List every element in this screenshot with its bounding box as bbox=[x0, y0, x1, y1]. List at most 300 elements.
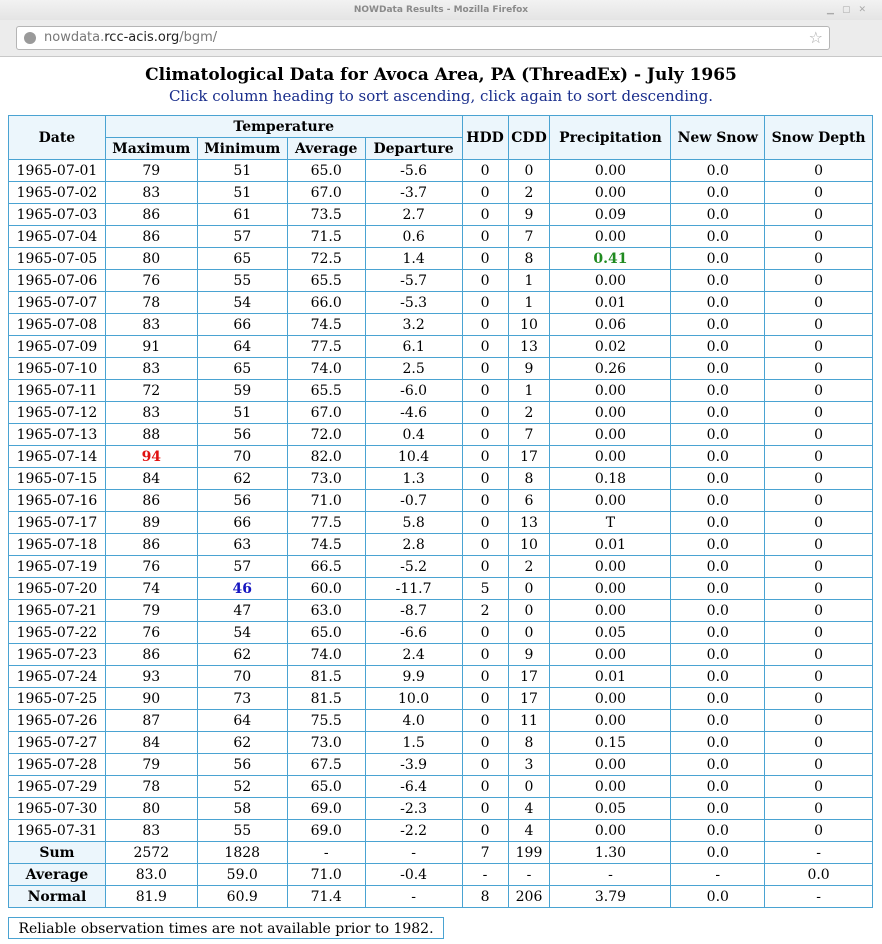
summary-snow-depth: 0.0 bbox=[765, 864, 873, 886]
cell-average: 77.5 bbox=[287, 512, 365, 534]
summary-precipitation: 3.79 bbox=[550, 886, 671, 908]
cell-minimum: 64 bbox=[197, 336, 287, 358]
cell-date: 1965-07-13 bbox=[9, 424, 106, 446]
cell-maximum: 83 bbox=[105, 182, 197, 204]
cell-minimum: 63 bbox=[197, 534, 287, 556]
cell-snow-depth: 0 bbox=[765, 512, 873, 534]
cell-precipitation: 0.01 bbox=[550, 534, 671, 556]
cell-date: 1965-07-25 bbox=[9, 688, 106, 710]
cell-hdd: 0 bbox=[462, 336, 508, 358]
table-row bbox=[9, 314, 873, 336]
cell-snow-depth: 0 bbox=[765, 380, 873, 402]
cell-cdd: 0 bbox=[508, 578, 550, 600]
summary-maximum: 2572 bbox=[105, 842, 197, 864]
cell-date: 1965-07-02 bbox=[9, 182, 106, 204]
cell-snow-depth: 0 bbox=[765, 820, 873, 842]
cell-hdd: 0 bbox=[462, 314, 508, 336]
cell-average: 66.0 bbox=[287, 292, 365, 314]
cell-departure: -5.3 bbox=[365, 292, 462, 314]
cell-hdd: 0 bbox=[462, 248, 508, 270]
cell-hdd: 0 bbox=[462, 380, 508, 402]
cell-minimum: 55 bbox=[197, 270, 287, 292]
table-row bbox=[9, 424, 873, 446]
summary-rows bbox=[9, 842, 873, 908]
cell-date: 1965-07-04 bbox=[9, 226, 106, 248]
cell-average: 67.0 bbox=[287, 182, 365, 204]
summary-cdd: 199 bbox=[508, 842, 550, 864]
cell-cdd: 13 bbox=[508, 336, 550, 358]
cell-new-snow: 0.0 bbox=[671, 292, 765, 314]
cell-cdd: 7 bbox=[508, 226, 550, 248]
summary-cdd: - bbox=[508, 864, 550, 886]
cell-maximum: 83 bbox=[105, 314, 197, 336]
cell-new-snow: 0.0 bbox=[671, 490, 765, 512]
cell-new-snow: 0.0 bbox=[671, 732, 765, 754]
table-row bbox=[9, 358, 873, 380]
cell-hdd: 0 bbox=[462, 622, 508, 644]
cell-snow-depth: 0 bbox=[765, 336, 873, 358]
table-row bbox=[9, 622, 873, 644]
cell-date: 1965-07-26 bbox=[9, 710, 106, 732]
cell-new-snow: 0.0 bbox=[671, 512, 765, 534]
cell-maximum: 86 bbox=[105, 534, 197, 556]
cell-departure: 0.4 bbox=[365, 424, 462, 446]
cell-departure: 2.7 bbox=[365, 204, 462, 226]
cell-minimum: 54 bbox=[197, 622, 287, 644]
cell-maximum: 78 bbox=[105, 776, 197, 798]
cell-average: 81.5 bbox=[287, 688, 365, 710]
cell-minimum: 62 bbox=[197, 732, 287, 754]
cell-hdd: 0 bbox=[462, 556, 508, 578]
cell-average: 60.0 bbox=[287, 578, 365, 600]
summary-new-snow: - bbox=[671, 864, 765, 886]
table-row bbox=[9, 710, 873, 732]
cell-maximum: 86 bbox=[105, 204, 197, 226]
cell-departure: -6.4 bbox=[365, 776, 462, 798]
cell-cdd: 13 bbox=[508, 512, 550, 534]
summary-hdd: 7 bbox=[462, 842, 508, 864]
col-header-new-snow[interactable]: New Snow bbox=[671, 116, 765, 160]
cell-average: 65.5 bbox=[287, 380, 365, 402]
table-row bbox=[9, 248, 873, 270]
cell-cdd: 17 bbox=[508, 666, 550, 688]
cell-maximum: 89 bbox=[105, 512, 197, 534]
cell-maximum: 83 bbox=[105, 402, 197, 424]
cell-precipitation: 0.00 bbox=[550, 490, 671, 512]
cell-date: 1965-07-16 bbox=[9, 490, 106, 512]
cell-average: 65.5 bbox=[287, 270, 365, 292]
summary-maximum: 83.0 bbox=[105, 864, 197, 886]
cell-departure: 10.4 bbox=[365, 446, 462, 468]
cell-hdd: 0 bbox=[462, 182, 508, 204]
cell-cdd: 7 bbox=[508, 424, 550, 446]
table-row bbox=[9, 578, 873, 600]
site-identity-icon[interactable] bbox=[24, 32, 36, 44]
table-row bbox=[9, 490, 873, 512]
cell-departure: 1.5 bbox=[365, 732, 462, 754]
cell-cdd: 2 bbox=[508, 556, 550, 578]
cell-precipitation: 0.15 bbox=[550, 732, 671, 754]
cell-date: 1965-07-28 bbox=[9, 754, 106, 776]
cell-snow-depth: 0 bbox=[765, 270, 873, 292]
cell-snow-depth: 0 bbox=[765, 182, 873, 204]
cell-precipitation: 0.00 bbox=[550, 380, 671, 402]
window-title: NOWData Results - Mozilla Firefox bbox=[353, 5, 529, 15]
cell-new-snow: 0.0 bbox=[671, 710, 765, 732]
cell-minimum: 62 bbox=[197, 644, 287, 666]
cell-minimum: 46 bbox=[197, 578, 287, 600]
col-header-precipitation[interactable]: Precipitation bbox=[550, 116, 671, 160]
table-row bbox=[9, 204, 873, 226]
cell-maximum: 90 bbox=[105, 688, 197, 710]
cell-average: 71.0 bbox=[287, 490, 365, 512]
table-row bbox=[9, 644, 873, 666]
cell-cdd: 2 bbox=[508, 402, 550, 424]
summary-minimum: 60.9 bbox=[197, 886, 287, 908]
cell-minimum: 58 bbox=[197, 798, 287, 820]
cell-minimum: 52 bbox=[197, 776, 287, 798]
cell-new-snow: 0.0 bbox=[671, 776, 765, 798]
cell-new-snow: 0.0 bbox=[671, 556, 765, 578]
table-row bbox=[9, 446, 873, 468]
cell-minimum: 61 bbox=[197, 204, 287, 226]
cell-cdd: 17 bbox=[508, 688, 550, 710]
cell-cdd: 0 bbox=[508, 600, 550, 622]
cell-departure: 2.4 bbox=[365, 644, 462, 666]
cell-departure: -3.7 bbox=[365, 182, 462, 204]
cell-departure: -5.2 bbox=[365, 556, 462, 578]
summary-new-snow: 0.0 bbox=[671, 886, 765, 908]
cell-date: 1965-07-22 bbox=[9, 622, 106, 644]
cell-precipitation: 0.00 bbox=[550, 446, 671, 468]
cell-precipitation: 0.09 bbox=[550, 204, 671, 226]
summary-departure: - bbox=[365, 886, 462, 908]
col-header-cdd[interactable]: CDD bbox=[508, 116, 550, 160]
table-row bbox=[9, 776, 873, 798]
cell-snow-depth: 0 bbox=[765, 556, 873, 578]
table-row bbox=[9, 666, 873, 688]
table-row bbox=[9, 754, 873, 776]
cell-average: 69.0 bbox=[287, 798, 365, 820]
summary-average: 71.4 bbox=[287, 886, 365, 908]
table-row bbox=[9, 292, 873, 314]
cell-departure: 1.3 bbox=[365, 468, 462, 490]
summary-maximum: 81.9 bbox=[105, 886, 197, 908]
cell-hdd: 0 bbox=[462, 204, 508, 226]
cell-date: 1965-07-03 bbox=[9, 204, 106, 226]
col-header-average[interactable]: Average bbox=[287, 138, 365, 160]
cell-snow-depth: 0 bbox=[765, 710, 873, 732]
table-row bbox=[9, 820, 873, 842]
summary-average: 71.0 bbox=[287, 864, 365, 886]
cell-snow-depth: 0 bbox=[765, 688, 873, 710]
cell-maximum: 84 bbox=[105, 732, 197, 754]
climate-data-table bbox=[8, 115, 873, 908]
cell-average: 73.5 bbox=[287, 204, 365, 226]
summary-hdd: 8 bbox=[462, 886, 508, 908]
cell-maximum: 93 bbox=[105, 666, 197, 688]
cell-departure: -6.0 bbox=[365, 380, 462, 402]
cell-cdd: 1 bbox=[508, 292, 550, 314]
cell-average: 73.0 bbox=[287, 468, 365, 490]
table-row bbox=[9, 468, 873, 490]
cell-precipitation: 0.02 bbox=[550, 336, 671, 358]
cell-precipitation: 0.00 bbox=[550, 578, 671, 600]
cell-minimum: 66 bbox=[197, 314, 287, 336]
cell-new-snow: 0.0 bbox=[671, 446, 765, 468]
cell-date: 1965-07-08 bbox=[9, 314, 106, 336]
col-header-date[interactable]: Date bbox=[9, 116, 106, 160]
table-row bbox=[9, 270, 873, 292]
url-text[interactable]: nowdata.rcc-acis.org/bgm/ bbox=[44, 30, 218, 45]
cell-new-snow: 0.0 bbox=[671, 226, 765, 248]
cell-new-snow: 0.0 bbox=[671, 820, 765, 842]
summary-departure: -0.4 bbox=[365, 864, 462, 886]
cell-new-snow: 0.0 bbox=[671, 622, 765, 644]
cell-precipitation: 0.00 bbox=[550, 820, 671, 842]
cell-cdd: 2 bbox=[508, 182, 550, 204]
cell-hdd: 2 bbox=[462, 600, 508, 622]
cell-maximum: 86 bbox=[105, 490, 197, 512]
cell-maximum: 80 bbox=[105, 798, 197, 820]
cell-snow-depth: 0 bbox=[765, 732, 873, 754]
summary-label: Average bbox=[9, 864, 106, 886]
cell-maximum: 80 bbox=[105, 248, 197, 270]
cell-date: 1965-07-19 bbox=[9, 556, 106, 578]
summary-snow-depth: - bbox=[765, 842, 873, 864]
cell-cdd: 17 bbox=[508, 446, 550, 468]
cell-average: 75.5 bbox=[287, 710, 365, 732]
cell-new-snow: 0.0 bbox=[671, 644, 765, 666]
cell-maximum: 83 bbox=[105, 820, 197, 842]
cell-minimum: 62 bbox=[197, 468, 287, 490]
cell-precipitation: 0.00 bbox=[550, 644, 671, 666]
col-header-snow-depth[interactable]: Snow Depth bbox=[765, 116, 873, 160]
cell-maximum: 72 bbox=[105, 380, 197, 402]
cell-new-snow: 0.0 bbox=[671, 358, 765, 380]
cell-snow-depth: 0 bbox=[765, 314, 873, 336]
table-row bbox=[9, 600, 873, 622]
cell-precipitation: 0.00 bbox=[550, 776, 671, 798]
summary-departure: - bbox=[365, 842, 462, 864]
cell-cdd: 4 bbox=[508, 798, 550, 820]
cell-snow-depth: 0 bbox=[765, 776, 873, 798]
cell-minimum: 56 bbox=[197, 490, 287, 512]
cell-maximum: 78 bbox=[105, 292, 197, 314]
cell-snow-depth: 0 bbox=[765, 754, 873, 776]
cell-minimum: 51 bbox=[197, 402, 287, 424]
cell-departure: -2.2 bbox=[365, 820, 462, 842]
summary-label: Sum bbox=[9, 842, 106, 864]
cell-date: 1965-07-18 bbox=[9, 534, 106, 556]
cell-departure: 5.8 bbox=[365, 512, 462, 534]
cell-precipitation: 0.00 bbox=[550, 710, 671, 732]
cell-minimum: 51 bbox=[197, 182, 287, 204]
cell-cdd: 1 bbox=[508, 270, 550, 292]
cell-average: 81.5 bbox=[287, 666, 365, 688]
col-header-departure[interactable]: Departure bbox=[365, 138, 462, 160]
cell-precipitation: 0.18 bbox=[550, 468, 671, 490]
cell-cdd: 11 bbox=[508, 710, 550, 732]
summary-row bbox=[9, 864, 873, 886]
summary-precipitation: - bbox=[550, 864, 671, 886]
cell-average: 74.0 bbox=[287, 358, 365, 380]
cell-departure: 10.0 bbox=[365, 688, 462, 710]
cell-average: 63.0 bbox=[287, 600, 365, 622]
cell-minimum: 66 bbox=[197, 512, 287, 534]
cell-minimum: 57 bbox=[197, 226, 287, 248]
table-row bbox=[9, 688, 873, 710]
cell-precipitation: 0.06 bbox=[550, 314, 671, 336]
table-row bbox=[9, 182, 873, 204]
cell-hdd: 0 bbox=[462, 446, 508, 468]
cell-departure: -0.7 bbox=[365, 490, 462, 512]
cell-hdd: 0 bbox=[462, 534, 508, 556]
cell-maximum: 79 bbox=[105, 160, 197, 182]
cell-date: 1965-07-09 bbox=[9, 336, 106, 358]
cell-new-snow: 0.0 bbox=[671, 336, 765, 358]
cell-departure: 6.1 bbox=[365, 336, 462, 358]
cell-maximum: 86 bbox=[105, 644, 197, 666]
cell-date: 1965-07-17 bbox=[9, 512, 106, 534]
cell-cdd: 0 bbox=[508, 622, 550, 644]
page-title: Climatological Data for Avoca Area, PA (ThreadEx) - July 1965 bbox=[145, 65, 737, 85]
cell-precipitation: 0.00 bbox=[550, 754, 671, 776]
cell-maximum: 76 bbox=[105, 556, 197, 578]
cell-maximum: 91 bbox=[105, 336, 197, 358]
summary-label: Normal bbox=[9, 886, 106, 908]
cell-average: 67.0 bbox=[287, 402, 365, 424]
cell-average: 82.0 bbox=[287, 446, 365, 468]
cell-maximum: 87 bbox=[105, 710, 197, 732]
cell-minimum: 65 bbox=[197, 358, 287, 380]
cell-snow-depth: 0 bbox=[765, 204, 873, 226]
cell-cdd: 0 bbox=[508, 776, 550, 798]
cell-departure: -5.6 bbox=[365, 160, 462, 182]
cell-minimum: 73 bbox=[197, 688, 287, 710]
cell-precipitation: 0.00 bbox=[550, 182, 671, 204]
cell-date: 1965-07-10 bbox=[9, 358, 106, 380]
cell-cdd: 9 bbox=[508, 644, 550, 666]
cell-new-snow: 0.0 bbox=[671, 534, 765, 556]
cell-departure: 9.9 bbox=[365, 666, 462, 688]
cell-cdd: 10 bbox=[508, 534, 550, 556]
cell-date: 1965-07-14 bbox=[9, 446, 106, 468]
cell-cdd: 9 bbox=[508, 358, 550, 380]
bookmark-star-icon[interactable]: ☆ bbox=[808, 28, 823, 47]
cell-precipitation: 0.00 bbox=[550, 556, 671, 578]
cell-departure: 1.4 bbox=[365, 248, 462, 270]
cell-maximum: 76 bbox=[105, 622, 197, 644]
cell-snow-depth: 0 bbox=[765, 798, 873, 820]
cell-new-snow: 0.0 bbox=[671, 204, 765, 226]
summary-hdd: - bbox=[462, 864, 508, 886]
cell-minimum: 55 bbox=[197, 820, 287, 842]
cell-average: 67.5 bbox=[287, 754, 365, 776]
summary-minimum: 59.0 bbox=[197, 864, 287, 886]
cell-departure: -4.6 bbox=[365, 402, 462, 424]
cell-new-snow: 0.0 bbox=[671, 666, 765, 688]
cell-precipitation: 0.00 bbox=[550, 424, 671, 446]
cell-new-snow: 0.0 bbox=[671, 380, 765, 402]
cell-new-snow: 0.0 bbox=[671, 424, 765, 446]
cell-departure: 4.0 bbox=[365, 710, 462, 732]
sort-instructions: Click column heading to sort ascending, click again to sort descending. bbox=[168, 87, 714, 105]
table-row bbox=[9, 380, 873, 402]
cell-hdd: 0 bbox=[462, 754, 508, 776]
cell-minimum: 56 bbox=[197, 424, 287, 446]
cell-hdd: 0 bbox=[462, 424, 508, 446]
table-row bbox=[9, 512, 873, 534]
cell-snow-depth: 0 bbox=[765, 490, 873, 512]
cell-hdd: 0 bbox=[462, 402, 508, 424]
cell-hdd: 0 bbox=[462, 226, 508, 248]
cell-date: 1965-07-06 bbox=[9, 270, 106, 292]
cell-departure: -8.7 bbox=[365, 600, 462, 622]
browser-navbar bbox=[0, 20, 882, 57]
cell-precipitation: 0.01 bbox=[550, 666, 671, 688]
cell-maximum: 74 bbox=[105, 578, 197, 600]
col-group-temperature: Temperature bbox=[105, 116, 462, 138]
cell-departure: 2.8 bbox=[365, 534, 462, 556]
summary-row bbox=[9, 842, 873, 864]
cell-minimum: 56 bbox=[197, 754, 287, 776]
cell-snow-depth: 0 bbox=[765, 622, 873, 644]
cell-departure: 2.5 bbox=[365, 358, 462, 380]
window-titlebar bbox=[0, 0, 882, 20]
cell-average: 65.0 bbox=[287, 160, 365, 182]
cell-minimum: 70 bbox=[197, 666, 287, 688]
cell-new-snow: 0.0 bbox=[671, 182, 765, 204]
cell-precipitation: 0.01 bbox=[550, 292, 671, 314]
col-header-hdd[interactable]: HDD bbox=[462, 116, 508, 160]
cell-cdd: 1 bbox=[508, 380, 550, 402]
cell-hdd: 0 bbox=[462, 270, 508, 292]
cell-hdd: 0 bbox=[462, 512, 508, 534]
cell-precipitation: 0.05 bbox=[550, 798, 671, 820]
cell-maximum: 86 bbox=[105, 226, 197, 248]
cell-hdd: 0 bbox=[462, 798, 508, 820]
window-controls[interactable]: ▁▢✕ bbox=[827, 5, 874, 15]
cell-new-snow: 0.0 bbox=[671, 688, 765, 710]
cell-cdd: 6 bbox=[508, 490, 550, 512]
cell-precipitation: 0.05 bbox=[550, 622, 671, 644]
cell-cdd: 4 bbox=[508, 820, 550, 842]
cell-average: 74.5 bbox=[287, 314, 365, 336]
cell-average: 65.0 bbox=[287, 622, 365, 644]
cell-cdd: 10 bbox=[508, 314, 550, 336]
col-header-minimum[interactable]: Minimum bbox=[197, 138, 287, 160]
cell-minimum: 47 bbox=[197, 600, 287, 622]
cell-new-snow: 0.0 bbox=[671, 402, 765, 424]
cell-new-snow: 0.0 bbox=[671, 270, 765, 292]
cell-minimum: 65 bbox=[197, 248, 287, 270]
cell-date: 1965-07-31 bbox=[9, 820, 106, 842]
cell-maximum: 79 bbox=[105, 600, 197, 622]
cell-hdd: 0 bbox=[462, 358, 508, 380]
cell-cdd: 8 bbox=[508, 732, 550, 754]
cell-departure: -11.7 bbox=[365, 578, 462, 600]
cell-maximum: 76 bbox=[105, 270, 197, 292]
cell-new-snow: 0.0 bbox=[671, 578, 765, 600]
cell-hdd: 0 bbox=[462, 292, 508, 314]
cell-cdd: 3 bbox=[508, 754, 550, 776]
cell-date: 1965-07-01 bbox=[9, 160, 106, 182]
summary-row bbox=[9, 886, 873, 908]
url-bar[interactable] bbox=[16, 26, 830, 50]
cell-date: 1965-07-05 bbox=[9, 248, 106, 270]
col-header-maximum[interactable]: Maximum bbox=[105, 138, 197, 160]
